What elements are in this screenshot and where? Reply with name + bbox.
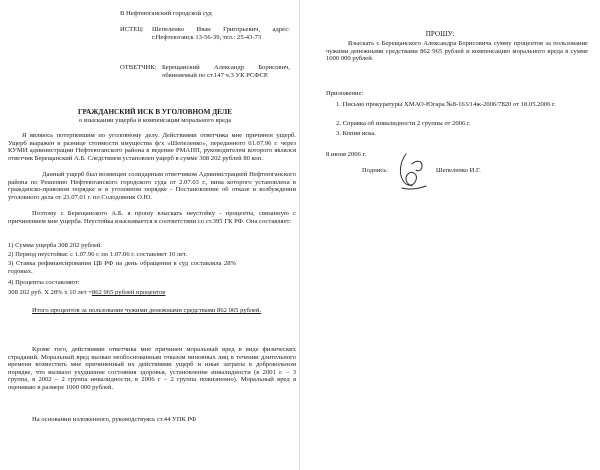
document-date: 8 июня 2006 г. <box>326 151 367 158</box>
signer-name: Шепеленко И.Г. <box>436 167 481 174</box>
list-item-3: 3) Ставка рефинансирования ЦБ РФ на день обращения в суд составляла 28% годовых. <box>8 260 238 275</box>
plaintiff-label: ИСТЕЦ: <box>120 26 144 33</box>
document-subtitle: о взыскании ущерба и компенсации морального вреда <box>78 117 232 124</box>
court-name: В Нефтеюганский городской суд <box>120 10 212 17</box>
paragraph-1: Я являюсь потерпевшим по уголовному делу. Действиями ответчика мне причинен ущерб. Ущерб выражен в разнице стоимости имущества ф/х «Шепеленко», переданного 01.07.96 г. через КУМИ администрации Нефтеюганского района в ведение РМАПП, руководителем которого являлся ответчик Берещанский А.Б. Следствием установлен ущерб в сумме 308 202 рублей 80 коп. <box>8 132 298 162</box>
attachment-item-3: 3. Копия иска. <box>336 130 376 137</box>
paragraph-3: Поэтому с Берещанского А.Б. я прошу взыскать неустойку - проценты, связанную с причинением мне ущерба. Неустойка взыскивается в соответствии со ст.395 ГК РФ. Она составляет: <box>8 210 298 225</box>
attachment-item-1: 1. Письмо прокуратуры ХМАО-Югара №8-163/14ж-2006/7820 от 18.05.2006 г. <box>336 101 556 108</box>
right-page <box>300 0 600 470</box>
attachment-item-2: 2. Справка об инвалидности 2 группы от 2006 г. <box>336 120 471 127</box>
request-text: Взыскать с Берещанского Александра Борисовича сумму процентов за пользование чужими денежными средствами 862 965 рублей и компенсацию морального вреда в сумме 1000 000 рублей. <box>326 40 590 63</box>
request-title: ПРОШУ: <box>425 30 455 38</box>
handwritten-signature <box>392 150 432 192</box>
paragraph-4: Кроме того, действиями ответчика мне причинен моральный вред в виде физических страданий. Моральный вред вызван необоснованным отказом виновных лиц в течении длительного времени возместить мне причиненный их действиями ущерб и иные затраты в добровольном порядке, что вызвало ухудшение состояния здоровья, установление инвалидности (в 2001 г. – 3 группа, в 2002 – 2 группа инвалидности, в 2006 г – 2 группа пожизненно). Моральный вред я оцениваю в размере 1000 000 рублей. <box>8 346 298 391</box>
total-interest: Итого процентов за пользование чужими денежными средствами 862 965 рублей. <box>32 307 262 314</box>
paragraph-2: Данный ущерб был возмещен солидарным ответчиком Администрацией Нефтеюганского района по Решению Нефтеюганского городского суда от 2.07.03 г., вина которого установлена в гражданско-правовом порядке и в уголовном порядке - Постановление об отказе в возбуждении уголовного дела от 23.07.01 г. по Солодовник О.Ю. <box>8 171 298 201</box>
defendant-text: Берещанский Александр Борисович, обвиняемый по ст.147 ч.3 УК РСФСР. <box>162 64 292 79</box>
list-item-1: 1) Сумма ущерба 308 202 рублей. <box>8 242 103 249</box>
defendant-label: ОТВЕТЧИК: <box>120 64 157 71</box>
document-title: ГРАЖДАНСКИЙ ИСК В УГОЛОВНОМ ДЕЛЕ <box>77 108 233 116</box>
calculation-line <box>8 289 296 297</box>
attachments-title: Приложение: <box>326 90 364 97</box>
list-item-2: 2) Период неустойки: с 1.07.96 г. по 1.07.06 г. составляет 10 лет. <box>8 251 188 258</box>
list-item-4: 4) Проценты составляют: <box>8 279 80 286</box>
signature-label: Подпись: <box>362 167 389 174</box>
calculation-result: 862 965 рублей процентов <box>91 289 166 296</box>
calculation-formula: 308 202 руб. Х 28% х 10 лет = <box>8 289 92 296</box>
paragraph-5: На основании изложенного, руководствуясь ст.44 УПК РФ <box>32 416 197 423</box>
plaintiff-text: Шепеленко Иван Григорьевич, адрес: г.Нефтеюганск 13-56-39, тел.: 25-43-73 <box>152 26 292 41</box>
